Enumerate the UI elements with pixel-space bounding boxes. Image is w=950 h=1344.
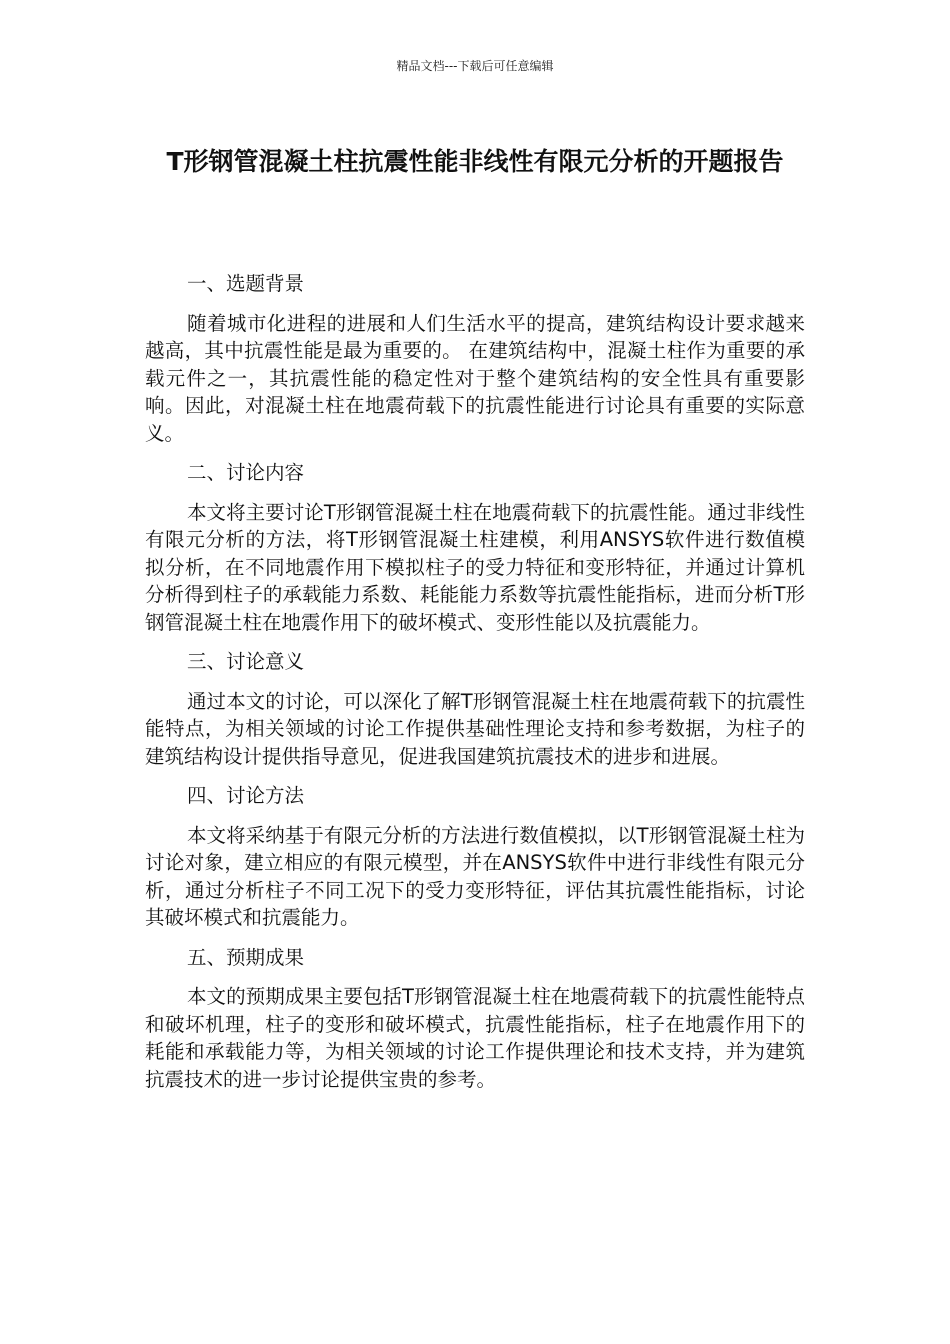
document-title: T形钢管混凝土柱抗震性能非线性有限元分析的开题报告 — [166, 147, 784, 176]
section-heading-method: 四、讨论方法 — [187, 784, 305, 807]
section-body-expected-results: 本文的预期成果主要包括T形钢管混凝土柱在地震荷载下的抗震性能特点和破坏机理，柱子的变形和破坏模式，抗震性能指标，柱子在地震作用下的耗能和承载能力等，为相关领域的讨论工作提供理论和技术支持，并为建筑抗震技术的进一步讨论提供宝贵的参考。 — [145, 985, 805, 1091]
section-body-significance: 通过本文的讨论，可以深化了解T形钢管混凝土柱在地震荷载下的抗震性能特点，为相关领域的讨论工作提供基础性理论支持和参考数据，为柱子的建筑结构设计提供指导意见，促进我国建筑抗震技术的进步和进展。 — [145, 689, 805, 768]
section-body-content: 本文将主要讨论T形钢管混凝土柱在地震荷载下的抗震性能。通过非线性有限元分析的方法，将T形钢管混凝土柱建模，利用ANSYS软件进行数值模拟分析，在不同地震作用下模拟柱子的受力特征和变形特征，并通过计算机分析得到柱子的承载能力系数、耗能能力系数等抗震性能指标，进而分析T形钢管混凝土柱在地震作用下的破坏模式、变形性能以及抗震能力。 — [145, 500, 805, 634]
section-heading-expected-results: 五、预期成果 — [187, 945, 305, 969]
section-heading-content: 二、讨论内容 — [187, 461, 305, 484]
document-content — [145, 270, 805, 1105]
section-heading-significance: 三、讨论意义 — [187, 650, 305, 673]
section-heading-background: 一、选题背景 — [187, 272, 305, 295]
section-body-method: 本文将采纳基于有限元分析的方法进行数值模拟，以T形钢管混凝土柱为讨论对象，建立相应的有限元模型，并在ANSYS软件中进行非线性有限元分析，通过分析柱子不同工况下的受力变形特征，评估其抗震性能指标，讨论其破坏模式和抗震能力。 — [145, 823, 805, 929]
page-header: 精品文档---下载后可任意编辑 — [396, 59, 554, 73]
section-body-background: 随着城市化进程的进展和人们生活水平的提高，建筑结构设计要求越来越高，其中抗震性能是最为重要的。 在建筑结构中，混凝土柱作为重要的承载元件之一，其抗震性能的稳定性对于整个建筑结构的安全性具有重要影响。因此，对混凝土柱在地震荷载下的抗震性能进行讨论具有重要的实际意义。 — [145, 311, 805, 445]
